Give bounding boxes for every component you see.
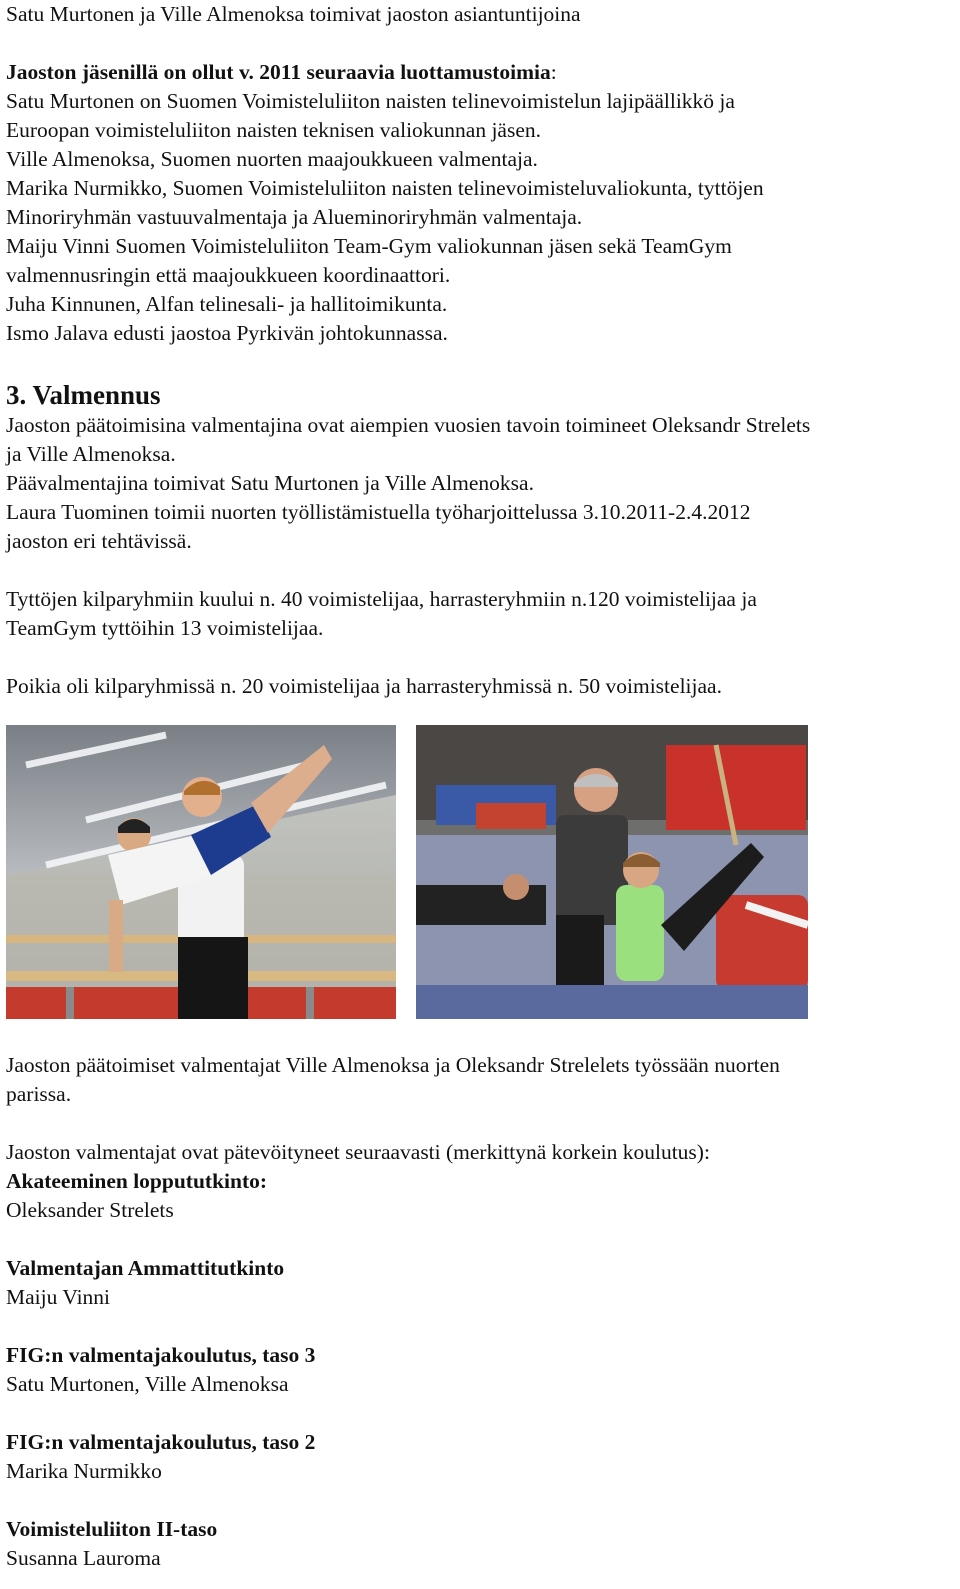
spacer	[6, 1486, 954, 1515]
trust-heading	[6, 58, 954, 87]
section3-line: Laura Tuominen toimii nuorten työllistämistuella työharjoittelussa 3.10.2011-2.4.2012	[6, 500, 751, 524]
trust-line: Ismo Jalava edusti jaostoa Pyrkivän johtokunnassa.	[6, 321, 448, 345]
photo-floor-spotting-image	[416, 725, 808, 1019]
photo-parallel-bars	[6, 725, 396, 1019]
spacer	[6, 29, 954, 58]
spacer	[6, 1312, 954, 1341]
girls-line: Tyttöjen kilparyhmiin kuului n. 40 voimistelijaa, harrasteryhmiin n.120 voimistelijaa ja	[6, 587, 757, 611]
intro-line: Satu Murtonen ja Ville Almenoksa toimivat jaoston asiantuntijoina	[6, 2, 581, 26]
qualification-names: Satu Murtonen, Ville Almenoksa	[6, 1372, 289, 1396]
trust-line: Euroopan voimisteluliiton naisten teknisen valiokunnan jäsen.	[6, 118, 542, 142]
trust-line: Satu Murtonen on Suomen Voimisteluliiton naisten telinevoimistelun lajipäällikkö ja	[6, 89, 735, 113]
trust-line: Marika Nurmikko, Suomen Voimisteluliiton naisten telinevoimisteluvaliokunta, tyttöjen	[6, 176, 764, 200]
trust-line: valmennusringin että maajoukkueen koordinaattori.	[6, 263, 451, 287]
spacer	[6, 643, 954, 672]
trust-heading-text: Jaoston jäsenillä on ollut v. 2011 seuraavia luottamustoimia	[6, 60, 551, 84]
spacer	[6, 1399, 954, 1428]
boys-line: Poikia oli kilparyhmissä n. 20 voimistelijaa ja harrasteryhmissä n. 50 voimistelijaa.	[6, 674, 722, 698]
photo-row	[6, 725, 954, 1023]
section-heading-valmennus: 3. Valmennus	[6, 380, 161, 410]
trust-line: Juha Kinnunen, Alfan telinesali- ja hallitoimikunta.	[6, 292, 448, 316]
qualification-title: Valmentajan Ammattitutkinto	[6, 1256, 285, 1280]
document-page	[6, 0, 954, 1573]
photo-floor-spotting	[416, 725, 808, 1019]
spacer	[6, 348, 954, 377]
trust-heading-colon: :	[550, 60, 557, 84]
qualifications-intro: Jaoston valmentajat ovat pätevöityneet seuraavasti (merkittynä korkein koulutus):	[6, 1140, 710, 1164]
section3-line: Jaoston päätoimisina valmentajina ovat aiempien vuosien tavoin toimineet Oleksandr Strelets	[6, 413, 811, 437]
spacer	[6, 556, 954, 585]
qualification-names: Oleksander Strelets	[6, 1198, 174, 1222]
qualification-names: Marika Nurmikko	[6, 1459, 162, 1483]
spacer	[6, 1225, 954, 1254]
qualification-title: FIG:n valmentajakoulutus, taso 2	[6, 1430, 316, 1454]
qualification-names: Maiju Vinni	[6, 1285, 111, 1309]
photo-parallel-bars-image	[6, 725, 396, 1019]
qualification-title: Akateeminen loppututkinto:	[6, 1169, 268, 1193]
qualification-title: Voimisteluliiton II-taso	[6, 1517, 218, 1541]
photo-caption-line: Jaoston päätoimiset valmentajat Ville Almenoksa ja Oleksandr Strelelets työssään nuorten	[6, 1053, 780, 1077]
trust-line: Ville Almenoksa, Suomen nuorten maajoukkueen valmentaja.	[6, 147, 538, 171]
girls-line: TeamGym tyttöihin 13 voimistelijaa.	[6, 616, 324, 640]
trust-line: Minoriryhmän vastuuvalmentaja ja Alueminoriryhmän valmentaja.	[6, 205, 583, 229]
qualification-names: Susanna Lauroma	[6, 1546, 161, 1570]
photo-caption-line: parissa.	[6, 1082, 72, 1106]
qualification-title: FIG:n valmentajakoulutus, taso 3	[6, 1343, 316, 1367]
trust-line: Maiju Vinni Suomen Voimisteluliiton Team-Gym valiokunnan jäsen sekä TeamGym	[6, 234, 732, 258]
section3-line: jaoston eri tehtävissä.	[6, 529, 192, 553]
section3-line: ja Ville Almenoksa.	[6, 442, 176, 466]
section3-line: Päävalmentajina toimivat Satu Murtonen ja Ville Almenoksa.	[6, 471, 534, 495]
spacer	[6, 1109, 954, 1138]
